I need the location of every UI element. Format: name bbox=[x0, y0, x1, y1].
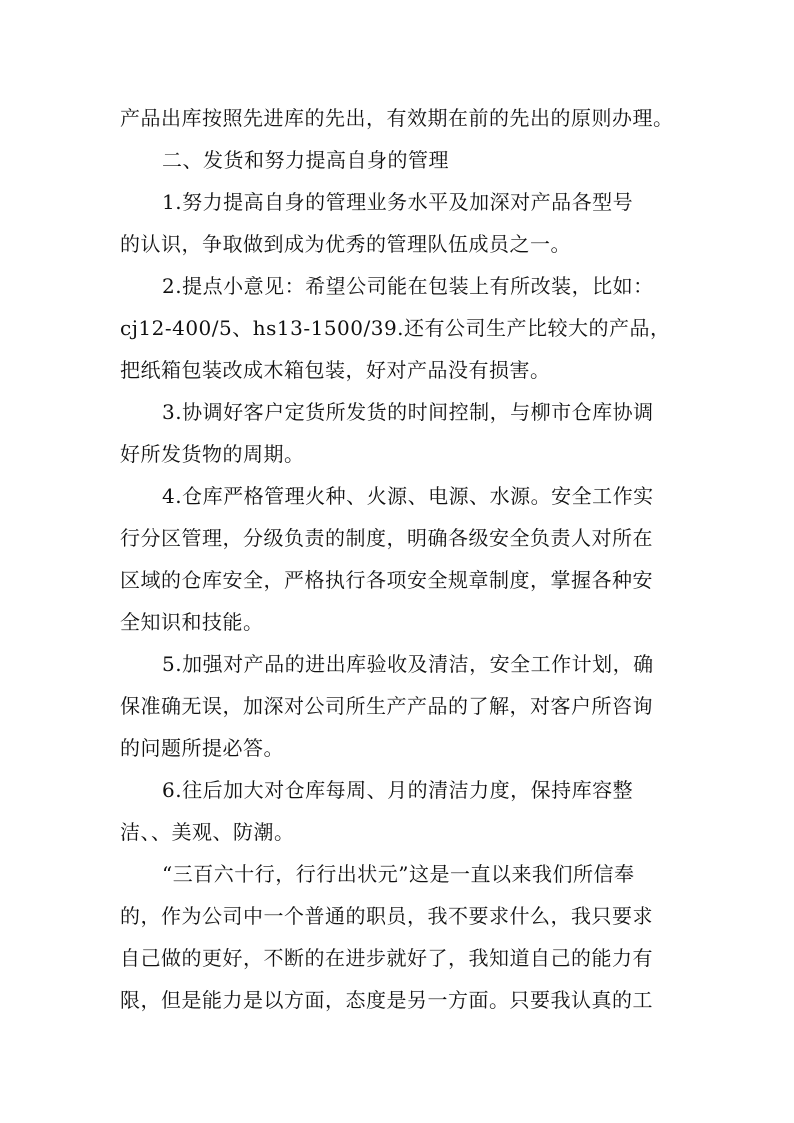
text-line: 洁、、美观、防潮。 bbox=[120, 820, 295, 844]
text-line: 的认识，争取做到成为优秀的管理队伍成员之一。 bbox=[120, 232, 571, 256]
text-line: 好所发货物的周期。 bbox=[120, 442, 305, 466]
text-line: 6.往后加大对仓库每周、月的清洁力度，保持库容整 bbox=[162, 778, 634, 802]
text-line: 5.加强对产品的进出库验收及清洁，安全工作计划，确 bbox=[162, 652, 654, 676]
text-line: “三百六十行，行行出状元”这是一直以来我们所信奉 bbox=[162, 862, 635, 886]
text-line: 把纸箱包装改成木箱包装，好对产品没有损害。 bbox=[120, 358, 551, 382]
text-line: 行分区管理，分级负责的制度，明确各级安全负责人对所在 bbox=[120, 526, 653, 550]
text-line: cj12-400/5、hs13-1500/39.还有公司生产比较大的产品， bbox=[120, 316, 671, 340]
text-line: 3.协调好客户定货所发货的时间控制，与柳市仓库协调 bbox=[162, 400, 654, 424]
text-line: 产品出库按照先进库的先出，有效期在前的先出的原则办理。 bbox=[120, 106, 674, 130]
text-line: 2.提点小意见：希望公司能在包装上有所改装，比如： bbox=[162, 274, 654, 298]
text-line: 自己做的更好，不断的在进步就好了，我知道自己的能力有 bbox=[120, 946, 653, 970]
text-line: 限，但是能力是以方面，态度是另一方面。只要我认真的工 bbox=[120, 988, 653, 1012]
text-line: 的问题所提必答。 bbox=[120, 736, 284, 760]
text-line: 全知识和技能。 bbox=[120, 610, 264, 634]
section-heading: 二、发货和努力提高自身的管理 bbox=[162, 148, 449, 172]
text-line: 保准确无误，加深对公司所生产产品的了解，对客户所咨询 bbox=[120, 694, 653, 718]
text-line: 1.努力提高自身的管理业务水平及加深对产品各型号 bbox=[162, 190, 634, 214]
text-line: 的，作为公司中一个普通的职员，我不要求什么，我只要求 bbox=[120, 904, 653, 928]
text-line: 区域的仓库安全，严格执行各项安全规章制度，掌握各种安 bbox=[120, 568, 653, 592]
text-line: 4.仓库严格管理火种、火源、电源、水源。安全工作实 bbox=[162, 484, 654, 508]
